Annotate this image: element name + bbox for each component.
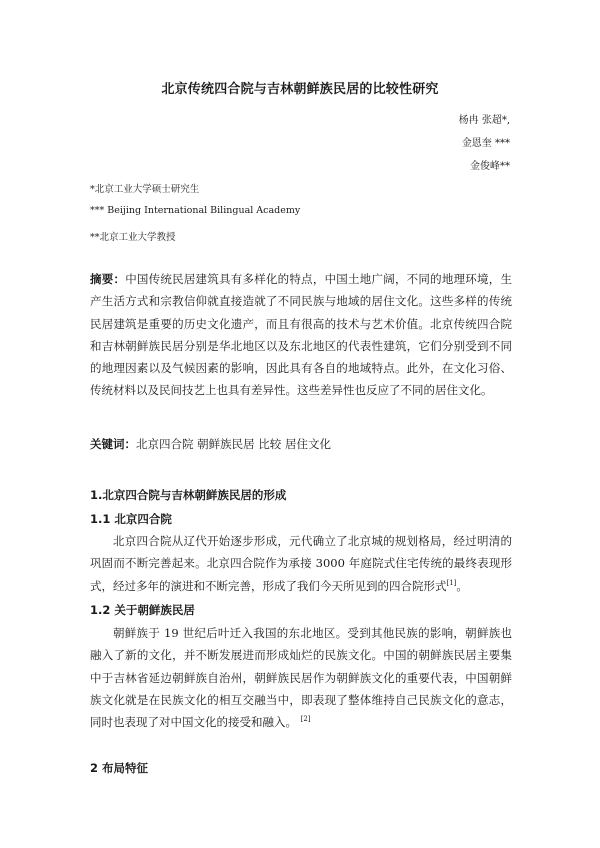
- author-line-1: 杨冉 张超*,: [458, 115, 510, 126]
- paragraph-1-1-end: 。: [456, 578, 468, 593]
- section-heading-2: 2 布局特征: [90, 761, 149, 775]
- keywords-label: 关键词：: [90, 437, 136, 451]
- author-line-3: 金俊峰**: [470, 161, 510, 172]
- section-heading-1-2: 1.2 关于朝鲜族民居: [90, 603, 195, 617]
- citation-2: [2]: [300, 715, 311, 724]
- section-heading-1: 1.北京四合院与吉林朝鲜族民居的形成: [90, 488, 287, 502]
- citation-1: [1]: [446, 578, 457, 587]
- paragraph-1-1: [90, 530, 512, 597]
- keywords-text: 北京四合院 朝鲜族民居 比较 居住文化: [136, 437, 331, 451]
- author-line-2: 金恩奎 ***: [461, 138, 510, 149]
- affiliation-2: *** Beijing International Bilingual Academy: [90, 205, 301, 216]
- paper-title: 北京传统四合院与吉林朝鲜族民居的比较性研究: [161, 82, 439, 97]
- abstract-text: 中国传统民居建筑具有多样化的特点，中国土地广阔，不同的地理环境，生产生活方式和宗教信仰就直接造就了不同民族与地域的居住文化。这些多样的传统民居建筑是重要的历史文化遗产，而且有很高的技术与艺术价值。北京传统四合院和吉林朝鲜族民居分别是华北地区以及东北地区的代表性建筑，它们分别受到不同的地理因素以及气候因素的影响，因此具有各自的地域特点。此外，在文化习俗、传统材料以及民间技艺上也具有差异性。这些差异性也反应了不同的居住文化。: [90, 272, 512, 398]
- affiliation-1: *北京工业大学硕士研究生: [90, 184, 200, 195]
- paragraph-1-2: [90, 622, 512, 733]
- abstract-label: 摘要：: [90, 272, 126, 286]
- abstract: [90, 268, 512, 402]
- keywords: [90, 436, 331, 452]
- affiliation-3: **北京工业大学教授: [90, 232, 176, 243]
- paragraph-1-1-text: 北京四合院从辽代开始逐步形成，元代确立了北京城的规划格局，经过明清的巩固而不断完善起来。北京四合院作为承接 3000 年庭院式住宅传统的最终表现形式，经过多年的演进和不断完善，形成了我们今天所见到的四合院形式: [90, 534, 512, 593]
- section-heading-1-1: 1.1 北京四合院: [90, 512, 172, 526]
- paragraph-1-2-text: 朝鲜族于 19 世纪后叶迁入我国的东北地区。受到其他民族的影响，朝鲜族也融入了新的文化，并不断发展进而形成灿烂的民族文化。中国的朝鲜族民居主要集中于吉林省延边朝鲜族自治州，朝鲜族民居作为朝鲜族文化的重要代表，中国朝鲜族文化就是在民族文化的相互交融当中，即表现了整体维持自己民族文化的意志，同时也表现了对中国文化的接受和融入。: [90, 626, 512, 730]
